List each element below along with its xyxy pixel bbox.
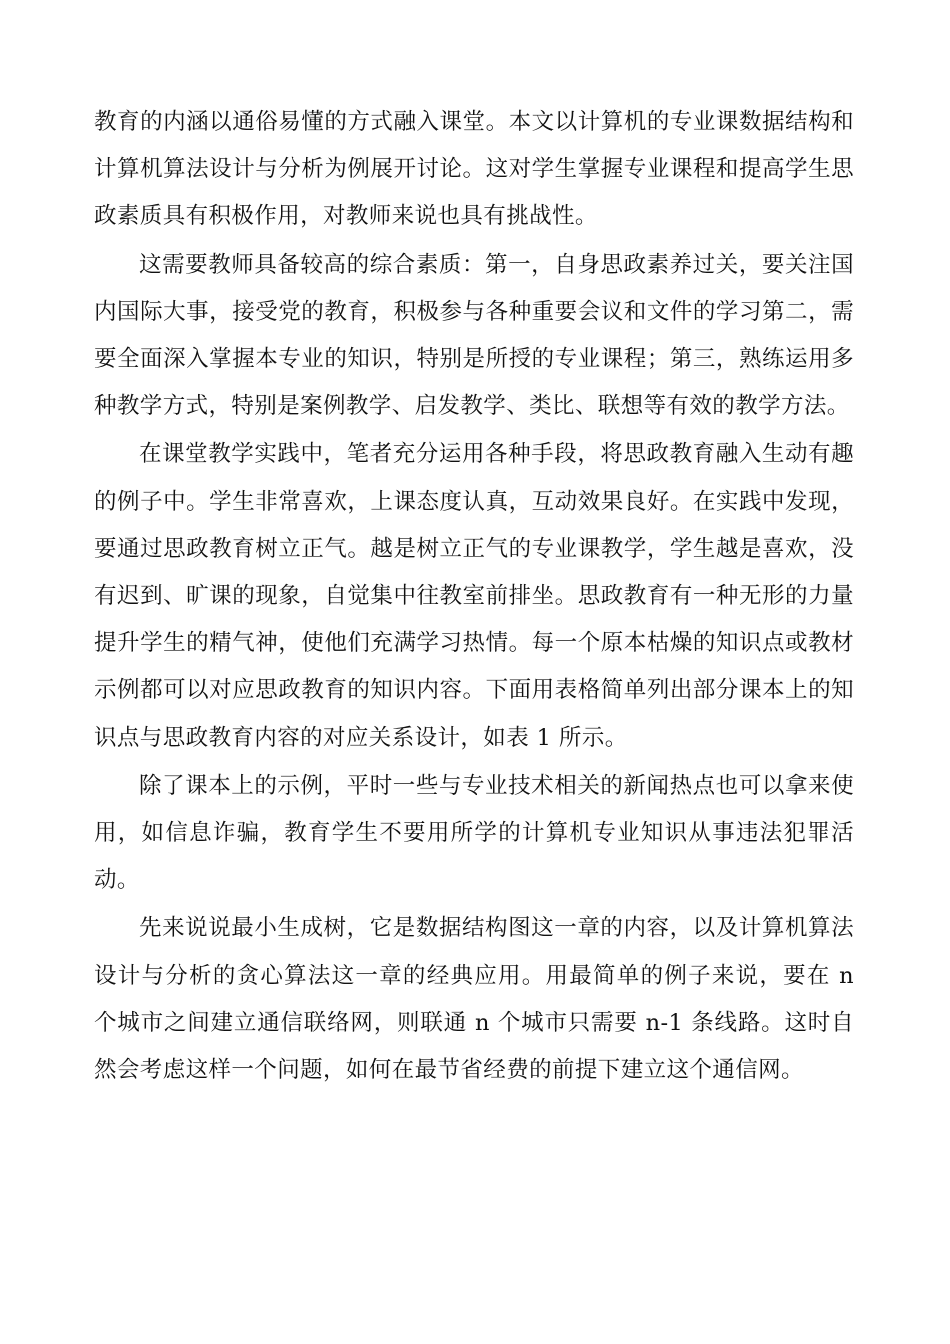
paragraph-minimum-spanning-tree: 先来说说最小生成树，它是数据结构图这一章的内容，以及计算机算法设计与分析的贪心算法这一章的经典应用。用最简单的例子来说，要在 n 个城市之间建立通信联络网，则联通 n 个城市只需要 n-1 条线路。这时自然会考虑这样一个问题，如何在最节省经费的前提下建立这个通信网。 <box>94 915 854 1084</box>
paragraph-teacher-qualities: 这需要教师具备较高的综合素质：第一，自身思政素养过关，要关注国内国际大事，接受党的教育，积极参与各种重要会议和文件的学习第二，需要全面深入掌握本专业的知识，特别是所授的专业课程；第三，熟练运用多种教学方式，特别是案例教学、启发教学、类比、联想等有效的教学方法。 <box>94 251 854 420</box>
paragraph-classroom-practice: 在课堂教学实践中，笔者充分运用各种手段，将思政教育融入生动有趣的例子中。学生非常喜欢，上课态度认真，互动效果良好。在实践中发现，要通过思政教育树立正气。越是树立正气的专业课教学，学生越是喜欢，没有迟到、旷课的现象，自觉集中往教室前排坐。思政教育有一种无形的力量提升学生的精气神，使他们充满学习热情。每一个原本枯燥的知识点或教材示例都可以对应思政教育的知识内容。下面用表格简单列出部分课本上的知识点与思政教育内容的对应关系设计，如表 1 所示。 <box>94 441 854 751</box>
document-body <box>94 99 854 1095</box>
paragraph-news-examples: 除了课本上的示例，平时一些与专业技术相关的新闻热点也可以拿来使用，如信息诈骗，教育学生不要用所学的计算机专业知识从事违法犯罪活动。 <box>94 772 854 894</box>
paragraph-continuation: 教育的内涵以通俗易懂的方式融入课堂。本文以计算机的专业课数据结构和计算机算法设计与分析为例展开讨论。这对学生掌握专业课程和提高学生思政素质具有积极作用，对教师来说也具有挑战性。 <box>94 109 854 230</box>
